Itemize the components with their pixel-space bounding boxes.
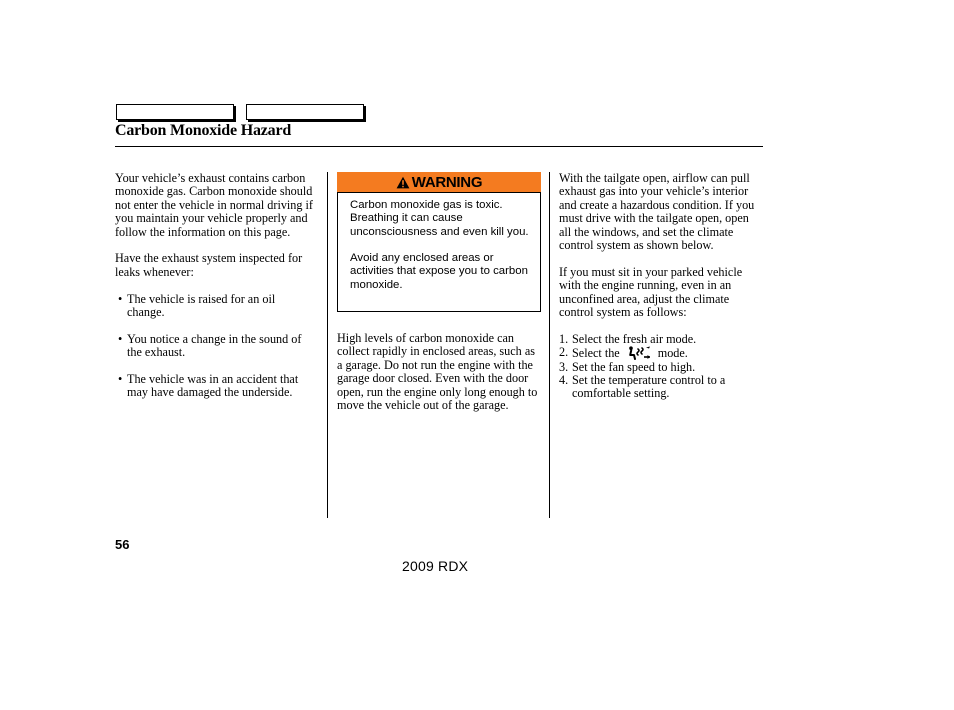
warning-text: Carbon monoxide gas is toxic. Breathing it can cause unconsciousness and even kill you. <box>350 199 529 238</box>
page-number: 56 <box>115 537 130 552</box>
inspection-list <box>115 293 315 400</box>
warning-text: Avoid any enclosed areas or activities that expose you to carbon monoxide. <box>350 252 528 291</box>
list-item: • The vehicle was in an accident that may have damaged the underside. <box>115 373 315 400</box>
warning-label: WARNING <box>411 173 483 191</box>
column-divider <box>549 172 550 518</box>
list-item: 2. Select the mode. <box>559 345 688 361</box>
column-divider <box>327 172 328 518</box>
list-item: 1. Select the fresh air mode. <box>559 331 697 346</box>
column-middle <box>337 332 542 412</box>
warning-box <box>337 172 541 312</box>
warning-body <box>338 193 540 292</box>
footer-model: 2009 RDX <box>402 558 469 574</box>
warning-triangle-icon <box>396 176 410 189</box>
list-item: 4. Set the temperature control to a comfortable setting. <box>559 373 726 401</box>
nav-button-previous[interactable] <box>116 104 234 120</box>
parked-paragraph: If you must sit in your parked vehicle with the engine running, even in an unconfined area, adjust the climate control system as follows: <box>559 264 743 320</box>
column-left <box>115 172 315 400</box>
climate-steps-list <box>559 333 764 401</box>
tailgate-paragraph: With the tailgate open, airflow can pull exhaust gas into your vehicle’s interior and create a hazardous condition. If you must drive with the tailgate open, open all the windows, and set the climate control system as shown below. <box>559 171 755 253</box>
garage-paragraph: High levels of carbon monoxide can collect rapidly in enclosed areas, such as a garage. Do not run the engine with the garage door closed. Even with the door open, run the engine only long enough to move the vehicle out of the garage. <box>337 331 538 413</box>
title-divider <box>115 146 763 147</box>
list-item: • The vehicle is raised for an oil change. <box>115 293 315 320</box>
inspect-paragraph: Have the exhaust system inspected for leaks whenever: <box>115 251 303 279</box>
list-item: • You notice a change in the sound of the exhaust. <box>115 333 315 360</box>
column-right <box>559 172 764 401</box>
warning-header <box>337 172 541 193</box>
nav-button-next[interactable] <box>246 104 364 120</box>
floor-defrost-mode-icon <box>628 346 654 360</box>
list-item: 3. Set the fan speed to high. <box>559 359 696 374</box>
page-title: Carbon Monoxide Hazard <box>115 122 292 139</box>
intro-paragraph: Your vehicle’s exhaust contains carbon monoxide gas. Carbon monoxide should not enter the vehicle in normal driving if you maintain your vehicle properly and follow the information on this page. <box>115 171 313 239</box>
